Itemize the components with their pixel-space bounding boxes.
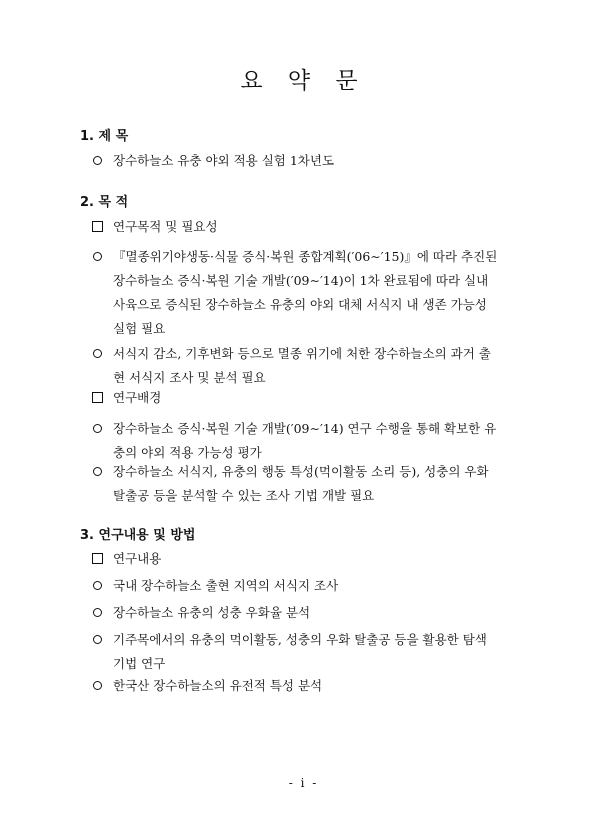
item-line: 충의 야외 적용 가능성 평가 [113, 445, 262, 460]
circle-bullet-icon [93, 581, 102, 590]
item-line: 장수하늘소 증식·복원 기술 개발(′09∼′14)이 1차 완료됨에 따라 실내 [113, 273, 489, 288]
item-line: 현 서식지 조사 및 분석 필요 [113, 370, 266, 385]
circle-bullet-icon [93, 635, 102, 644]
item-line: 사육으로 증식된 장수하늘소 유충의 야외 대체 서식지 내 생존 가능성 [113, 297, 487, 312]
item-line: 기주목에서의 유충의 먹이활동, 성충의 우화 탈출공 등을 활용한 탐색 [113, 632, 487, 647]
circle-bullet-icon [93, 467, 102, 476]
item-line: 실험 필요 [113, 321, 166, 336]
item-line: 기법 연구 [113, 656, 166, 671]
item-line: 연구배경 [113, 390, 162, 405]
circle-bullet-icon [93, 349, 102, 358]
circle-bullet-icon [93, 424, 102, 433]
section-heading-contents-methods: 3. 연구내용 및 방법 [80, 528, 196, 543]
item-line: 연구내용 [113, 551, 162, 566]
section-heading-title: 1. 제 목 [80, 129, 129, 144]
item-line: 장수하늘소 유충의 성충 우화율 분석 [113, 605, 311, 620]
item-line: 한국산 장수하늘소의 유전적 특성 분석 [113, 678, 323, 693]
item-line: 장수하늘소 증식·복원 기술 개발(′09∼′14) 연구 수행을 통해 확보한 유 [113, 421, 497, 436]
square-bullet-icon [92, 553, 103, 564]
circle-bullet-icon [93, 608, 102, 617]
item-line: 장수하늘소 서식지, 유충의 행동 특성(먹이활동 소리 등), 성충의 우화 [113, 464, 489, 479]
item-line: 장수하늘소 유충 야외 적용 실험 1차년도 [113, 153, 335, 168]
circle-bullet-icon [93, 252, 102, 261]
circle-bullet-icon [93, 681, 102, 690]
item-line: 연구목적 및 필요성 [113, 219, 218, 234]
page-number: - i - [288, 776, 319, 790]
section-heading-purpose: 2. 목 적 [80, 195, 129, 210]
item-line: 서식지 감소, 기후변화 등으로 멸종 위기에 처한 장수하늘소의 과거 출 [113, 346, 491, 361]
item-line: 탈출공 등을 분석할 수 있는 조사 기법 개발 필요 [113, 488, 375, 503]
item-line: 국내 장수하늘소 출현 지역의 서식지 조사 [113, 578, 339, 593]
square-bullet-icon [92, 221, 103, 232]
page-title: 요 약 문 [240, 68, 367, 94]
circle-bullet-icon [93, 156, 102, 165]
item-line: 『멸종위기야생동·식물 증식·복원 종합계획(′06∼′15)』에 따라 추진된 [113, 249, 498, 264]
square-bullet-icon [92, 392, 103, 403]
